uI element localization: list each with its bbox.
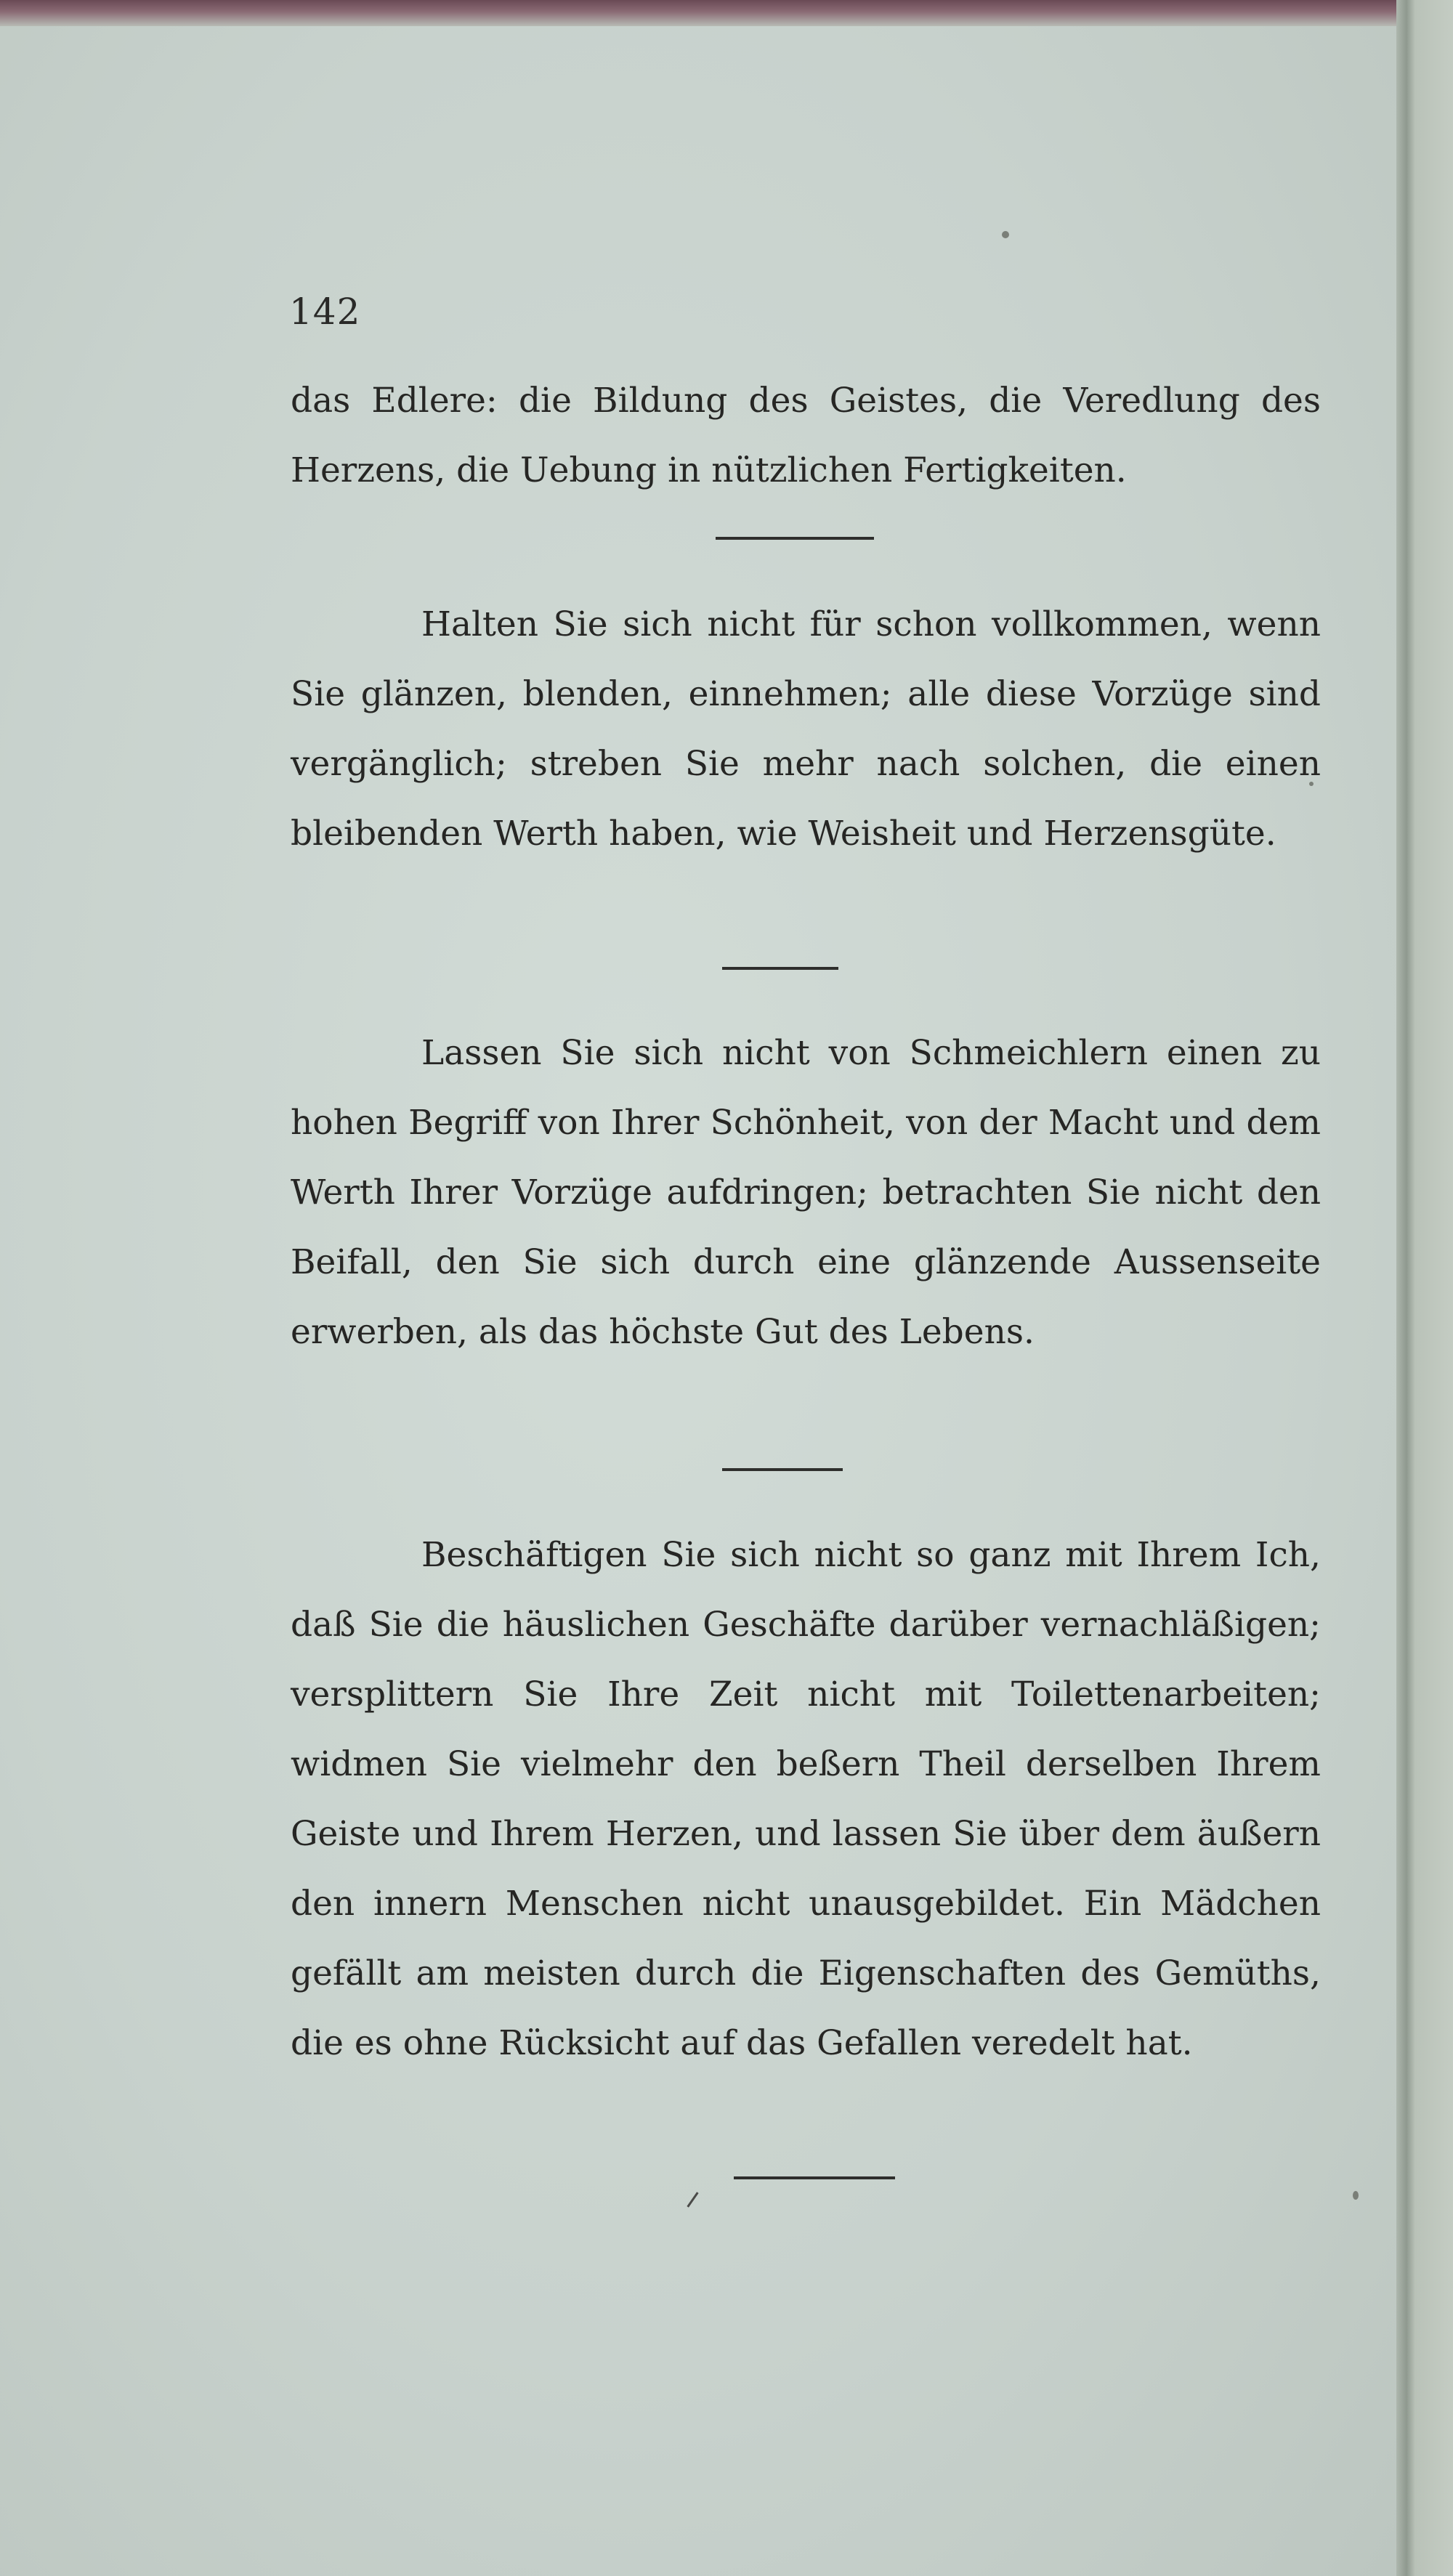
paper-speck [1002, 231, 1009, 238]
end-divider [734, 2176, 895, 2179]
paragraph: Halten Sie sich nicht für schon vollkommen, wenn Sie glänzen, blenden, einnehmen; alle diese Vorzüge sind vergänglich; streben Sie mehr nach solchen, die einen bleibenden Werth haben, wie Weisheit und Herzensgüte. [291, 604, 1321, 854]
section-divider [722, 967, 838, 970]
paragraph-continuation: das Edlere: die Bildung des Geistes, die Veredlung des Herzens, die Uebung in nützlichen Fertigkeiten. [291, 381, 1321, 490]
page-number: 142 [289, 291, 361, 333]
paper-speck [1353, 2191, 1359, 2200]
section-divider [716, 537, 874, 540]
paragraph: Lassen Sie sich nicht von Schmeichlern einen zu hohen Begriff von Ihrer Schönheit, von der Macht und dem Werth Ihrer Vorzüge aufdringen; betrachten Sie nicht den Beifall, den Sie sich durch eine glänzende Aussenseite erwerben, als das höchste Gut des Lebens. [291, 1033, 1321, 1352]
section-divider [722, 1468, 843, 1471]
adjacent-page-edge [1396, 0, 1453, 2576]
book-cover-edge [0, 0, 1453, 26]
paragraph: Beschäftigen Sie sich nicht so ganz mit Ihrem Ich, daß Sie die häuslichen Geschäfte darüber vernachläßigen; versplittern Sie Ihre Zeit nicht mit Toilettenarbeiten; widmen Sie vielmehr den beßern Theil derselben Ihrem Geiste und Ihrem Herzen, und lassen Sie über dem äußern den innern Menschen nicht unausgebildet. Ein Mädchen gefällt am meisten durch die Eigenschaften des Gemüths, die es ohne Rücksicht auf das Gefallen veredelt hat. [291, 1535, 1321, 2063]
